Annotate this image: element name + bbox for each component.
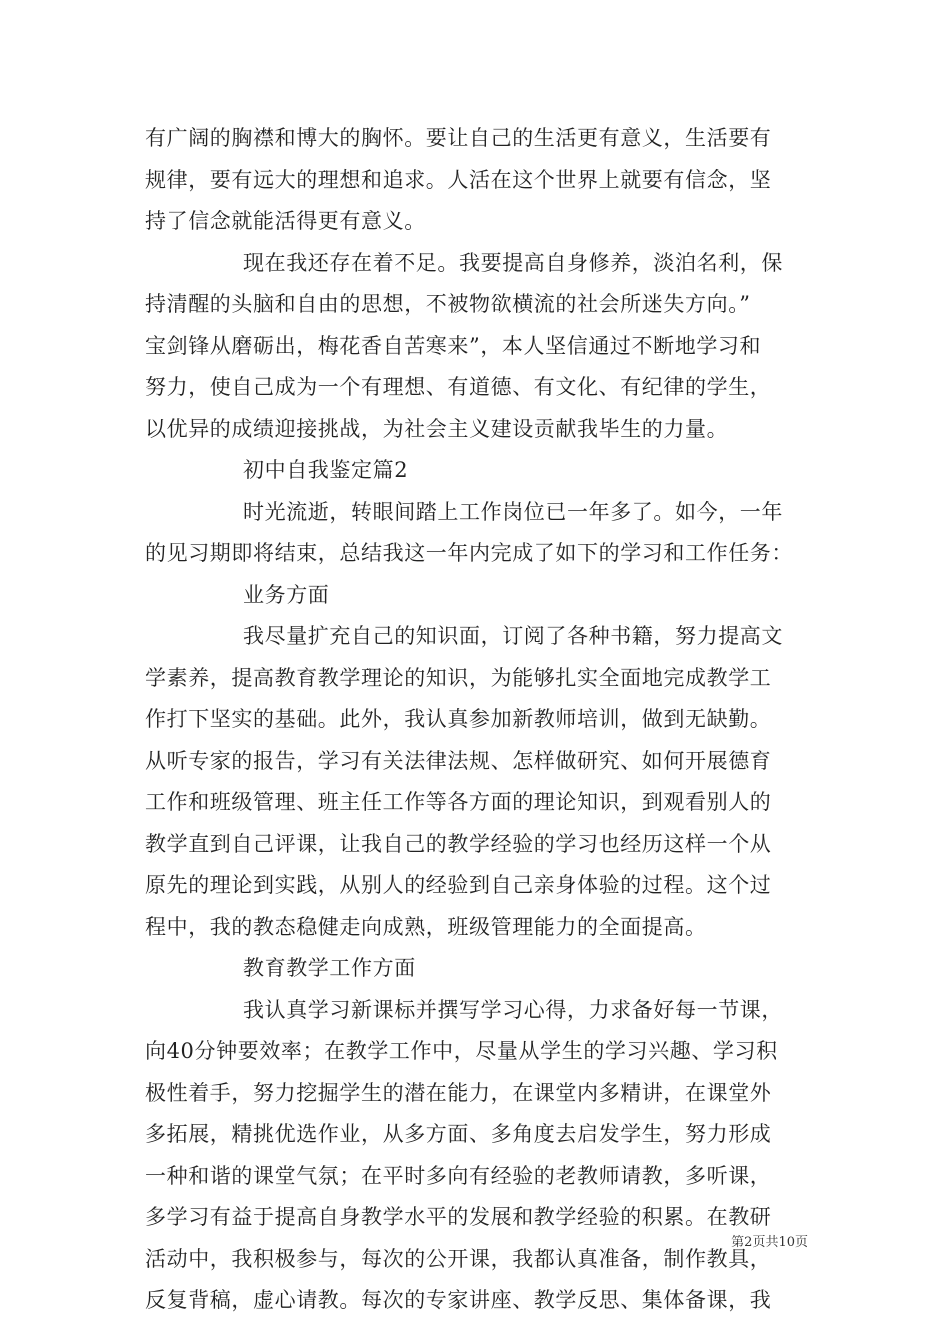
text-line: 向40分钟要效率；在教学工作中，尽量从学生的学习兴趣、学习积	[145, 1039, 778, 1063]
text-line: 教学直到自己评课，让我自己的教学经验的学习也经历这样一个从	[145, 831, 772, 856]
text-line: 努力，使自己成为一个有理想、有道德、有文化、有纪律的学生，	[145, 375, 772, 399]
text-line: 以优异的成绩迎接挑战，为社会主义建设贡献我毕生的力量。	[145, 416, 729, 441]
document-body	[145, 118, 809, 1322]
text-line: 学素养，提高教育教学理论的知识，为能够扎实全面地完成教学工	[145, 665, 772, 690]
text-line: 持了信念就能活得更有意义。	[145, 209, 426, 233]
text-line: 规律，要有远大的理想和追求。人活在这个世界上就要有信念，坚	[145, 167, 772, 192]
text-line: 我尽量扩充自己的知识面，订阅了各种书籍，努力提高文	[243, 624, 783, 648]
text-line: 程中，我的教态稳健走向成熟，班级管理能力的全面提高。	[145, 914, 707, 939]
text-line: 我认真学习新课标并撰写学习心得，力求备好每一节课，	[243, 997, 783, 1022]
text-line: 极性着手，努力挖掘学生的潜在能力，在课堂内多精讲，在课堂外	[145, 1080, 772, 1105]
text-line: 作打下坚实的基础。此外，我认真参加新教师培训，做到无缺勤。	[145, 707, 772, 731]
text-line: 原先的理论到实践，从别人的经验到自己亲身体验的过程。这个过	[145, 873, 772, 897]
text-line: 宝剑锋从磨砺出，梅花香自苦寒来”，本人坚信通过不断地学习和	[145, 333, 762, 358]
text-line: 时光流逝，转眼间踏上工作岗位已一年多了。如今，一年	[243, 499, 783, 524]
text-line: 多学习有益于提高自身教学水平的发展和教学经验的积累。在教研	[145, 1205, 772, 1229]
text-line: 教育教学工作方面	[243, 956, 416, 980]
text-line: 工作和班级管理、班主任工作等各方面的理论知识，到观看别人的	[145, 790, 772, 814]
text-line: 持清醒的头脑和自由的思想，不被物欲横流的社会所迷失方向。”	[145, 292, 751, 316]
text-line: 从听专家的报告，学习有关法律法规、怎样做研究、如何开展德育	[145, 748, 772, 773]
text-line: 活动中，我积极参与，每次的公开课，我都认真准备，制作教具，	[145, 1246, 772, 1271]
text-line: 有广阔的胸襟和博大的胸怀。要让自己的生活更有意义，生活要有	[145, 126, 772, 150]
text-line: 一种和谐的课堂气氛；在平时多向有经验的老教师请教，多听课，	[145, 1163, 772, 1188]
text-line: 的见习期即将结束，总结我这一年内完成了如下的学习和工作任务：	[145, 541, 793, 565]
text-line: 现在我还存在着不足。我要提高自身修养，淡泊名利，保	[243, 250, 783, 275]
text-line: 初中自我鉴定篇2	[243, 458, 409, 482]
page-number: 第2页共10页	[731, 1235, 808, 1250]
text-line: 反复背稿，虚心请教。每次的专家讲座、教学反思、集体备课，我	[145, 1288, 772, 1312]
text-line: 多拓展，精挑优选作业，从多方面、多角度去启发学生，努力形成	[145, 1122, 772, 1146]
text-line: 业务方面	[243, 582, 330, 607]
